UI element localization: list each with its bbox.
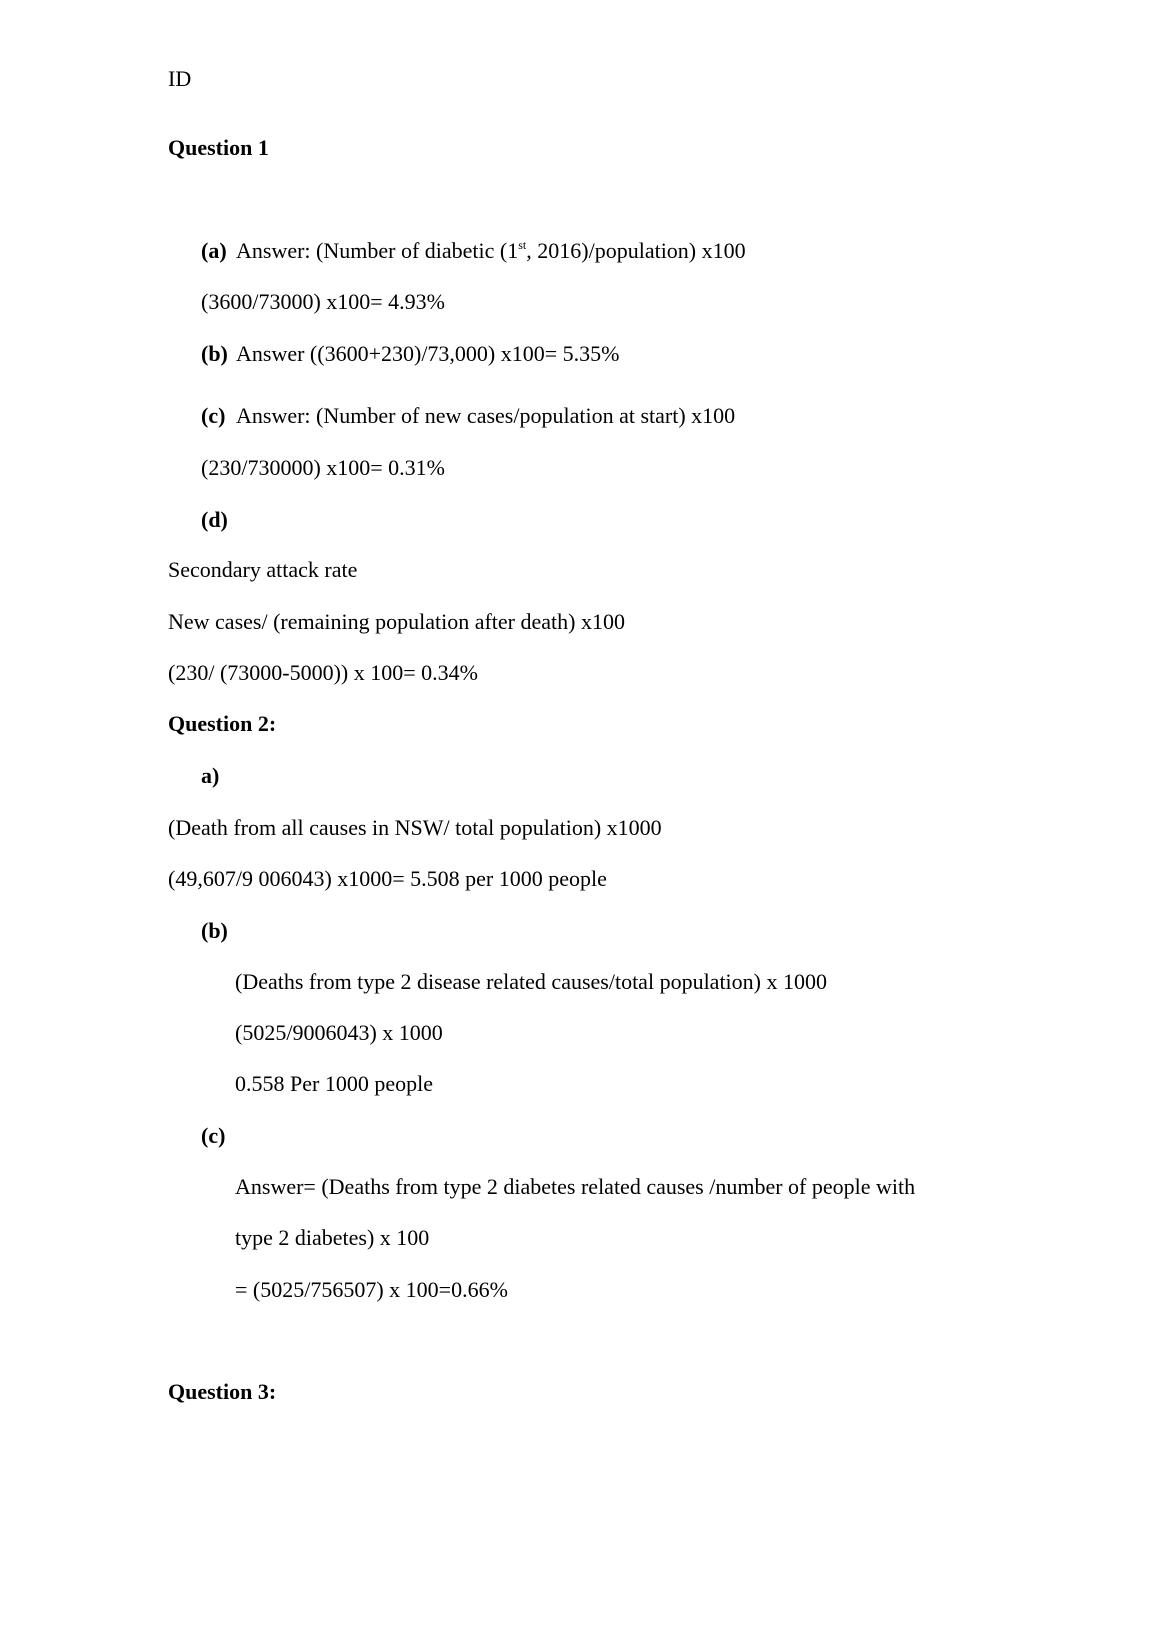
question-3-heading: Question 3:	[168, 1379, 277, 1404]
q1-part-c	[201, 403, 735, 429]
q1-d-line3: (230/ (73000-5000)) x 100= 0.34%	[168, 660, 478, 685]
q1-a-label: (a)	[201, 238, 227, 263]
q1-a-text-pre: Answer: (Number of diabetic (1	[236, 238, 519, 263]
q2-a-line1: (Death from all causes in NSW/ total population) x1000	[168, 815, 662, 840]
q1-b-label: (b)	[201, 341, 228, 366]
q1-c-calculation: (230/730000) x100= 0.31%	[201, 455, 445, 480]
q1-a-text-sup: st	[518, 238, 527, 252]
q2-b-line1: (Deaths from type 2 disease related causes/total population) x 1000	[235, 969, 827, 994]
q1-d-line1: Secondary attack rate	[168, 557, 358, 582]
question-1-heading: Question 1	[168, 135, 269, 160]
q2-c-line1: Answer= (Deaths from type 2 diabetes related causes /number of people with	[235, 1174, 916, 1199]
q2-c-line3: = (5025/756507) x 100=0.66%	[235, 1277, 508, 1302]
q1-c-text: Answer: (Number of new cases/population at start) x100	[236, 403, 736, 428]
q2-a-label: a)	[201, 763, 220, 788]
q1-d-line2: New cases/ (remaining population after death) x100	[168, 609, 625, 634]
q2-b-line2: (5025/9006043) x 1000	[235, 1020, 443, 1045]
question-2-heading: Question 2:	[168, 711, 277, 736]
q2-b-line3: 0.558 Per 1000 people	[235, 1071, 433, 1096]
q1-c-label: (c)	[201, 403, 226, 428]
student-id-label: ID	[168, 66, 192, 91]
q1-part-a	[201, 238, 746, 264]
q1-part-b	[201, 341, 620, 367]
q1-a-calculation: (3600/73000) x100= 4.93%	[201, 289, 445, 314]
q1-a-text-post: , 2016)/population) x100	[526, 238, 746, 263]
q1-b-text: Answer ((3600+230)/73,000) x100= 5.35%	[236, 341, 620, 366]
q2-b-label: (b)	[201, 918, 228, 943]
q2-c-line2: type 2 diabetes) x 100	[235, 1225, 430, 1250]
q1-d-label: (d)	[201, 507, 228, 532]
q2-c-label: (c)	[201, 1123, 226, 1148]
q2-a-line2: (49,607/9 006043) x1000= 5.508 per 1000 people	[168, 866, 607, 891]
